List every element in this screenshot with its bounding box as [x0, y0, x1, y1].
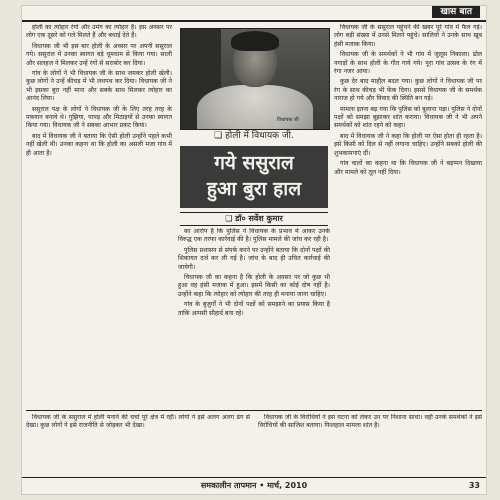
bottom-paragraph: विधायक जी के विरोधियों ने इस घटना को लेकर उन पर निशाना साधा। वहीं उनके समर्थकों ने इसे विरोधियों की साजिश बताया। फिलहाल मामला शांत है। — [258, 414, 482, 430]
right-paragraph: विधायक जी के ससुराल पहुंचने की खबर पूरे गांव में फैल गई। लोग बड़ी संख्या में उनसे मिलने पहुंचे। सालियों ने उनके साथ खूब हंसी मजाक किया। — [334, 24, 482, 48]
left-paragraph: विधायक जी भी इस बार होली के अवसर पर अपनी ससुराल गये। ससुराल में उनका स्वागत बड़े धूमधाम से किया गया। साली और सलहज ने मिलकर उन्हें रंगों से सराबोर कर दिया। — [26, 42, 172, 67]
photo-shoulders — [197, 85, 313, 130]
right-paragraph: गांव वालों का कहना था कि विधायक जी ने बड़प्पन दिखाया और मामले को तूल नहीं दिया। — [334, 160, 482, 176]
author-byline: ❑ डॉ० सर्वेश कुमार — [180, 212, 328, 226]
middle-paragraph: विधायक जी का कहना है कि होली के अवसर पर जो कुछ भी हुआ वह हंसी मजाक में हुआ। इसमें किसी का कोई दोष नहीं है। उन्होंने कहा कि त्योहार को त्योहार की तरह ही मनाया जाना चाहिए। — [178, 274, 330, 298]
photo-signature: विधायक जी — [277, 117, 299, 123]
bottom-section — [26, 410, 482, 471]
left-paragraph: बाद में विधायक जी ने बताया कि ऐसी होली उन्होंने पहले कभी नहीं खेली थी। उनका कहना था कि होली का असली मजा गांव में ही आता है। — [26, 132, 172, 157]
magazine-page — [22, 6, 486, 494]
left-column — [26, 24, 172, 468]
page-footer — [22, 477, 486, 494]
photo-hair — [231, 31, 279, 51]
article-headline — [180, 146, 328, 208]
section-label: खास बात — [432, 6, 480, 18]
right-paragraph: विधायक जी के समर्थकों ने भी गांव में जुलूस निकाला। ढोल नगाड़ों के साथ होली के गीत गाये गये। पूरा गांव उत्सव के रंग में रंगा नजर आया। — [334, 51, 482, 76]
top-rule — [22, 6, 486, 22]
middle-paragraph: गांव के बुजुर्गों ने भी दोनों पक्षों को समझाने का प्रयास किया है ताकि आपसी सौहार्द बना रहे। — [178, 301, 330, 317]
right-paragraph: बाद में विधायक जी ने कहा कि होली पर ऐसा होता ही रहता है। इसे किसी को दिल से नहीं लगाना चाहिए। उन्होंने सबको होली की शुभकामनाएं दीं। — [334, 132, 482, 157]
left-paragraph: ससुराल पक्ष के लोगों ने विधायक जी के लिए तरह तरह के पकवान बनाये थे। गुझिया, पापड़ और मिठाइयों से उनका स्वागत किया गया। विधायक जी ने सबका आभार प्रकट किया। — [26, 105, 172, 130]
headline-line-2: हुआ बुरा हाल — [206, 178, 302, 200]
bottom-paragraph: विधायक जी के ससुराल में होली मनाने की चर्चा पूरे क्षेत्र में रही। लोगों ने इसे अलग अलग ढंग से देखा। कुछ लोगों ने इसे राजनीति से जोड़कर भी देखा। — [26, 414, 250, 430]
publication-line: समकालीन तापमान • मार्च, 2010 — [200, 481, 308, 490]
bottom-left-block — [26, 414, 250, 468]
right-paragraph: मामला इतना बढ़ गया कि पुलिस को बुलाना पड़ा। पुलिस ने दोनों पक्षों को समझा बुझाकर शांत कराया। विधायक जी ने भी अपने समर्थकों को शांत रहने को कहा। — [334, 105, 482, 130]
mla-photo — [180, 28, 330, 130]
right-column — [334, 24, 482, 468]
left-paragraph: होली का त्योहार रंगों और उमंग का त्योहार है। इस अवसर पर लोग एक दूसरे को गले मिलते हैं और बधाई देते हैं। — [26, 24, 172, 40]
headline-line-1: गये ससुराल — [214, 152, 294, 174]
middle-paragraph: पुलिस प्रशासन से संपर्क करने पर उन्होंने बताया कि दोनों पक्षों की शिकायत दर्ज कर ली गई है। जांच के बाद ही उचित कार्रवाई की जायेगी। — [178, 246, 330, 271]
middle-paragraph: का आरोप है कि पुलिस ने विधायक के प्रभाव में आकर उनके विरुद्ध एक तरफा कार्रवाई की है। पुलिस मामले की जांच कर रही है। — [178, 228, 330, 244]
bottom-right-block — [258, 414, 482, 468]
right-paragraph: कुछ देर बाद माहौल बदल गया। कुछ लोगों ने विधायक जी पर रंग के साथ कीचड़ भी फेंक दिया। इससे विधायक जी के समर्थक नाराज हो गये और विवाद की स्थिति बन गई। — [334, 78, 482, 103]
photo-caption: ❑ होली में विधायक जी. — [214, 131, 294, 141]
page-number: 33 — [468, 481, 480, 490]
left-paragraph: गांव के लोगों ने भी विधायक जी के साथ जमकर होली खेली। कुछ लोगों ने उन्हें कीचड़ में भी लथपथ कर दिया। विधायक जी ने भी इसका बुरा नहीं माना और सबके साथ मिलकर त्योहार का आनंद लिया। — [26, 70, 172, 103]
